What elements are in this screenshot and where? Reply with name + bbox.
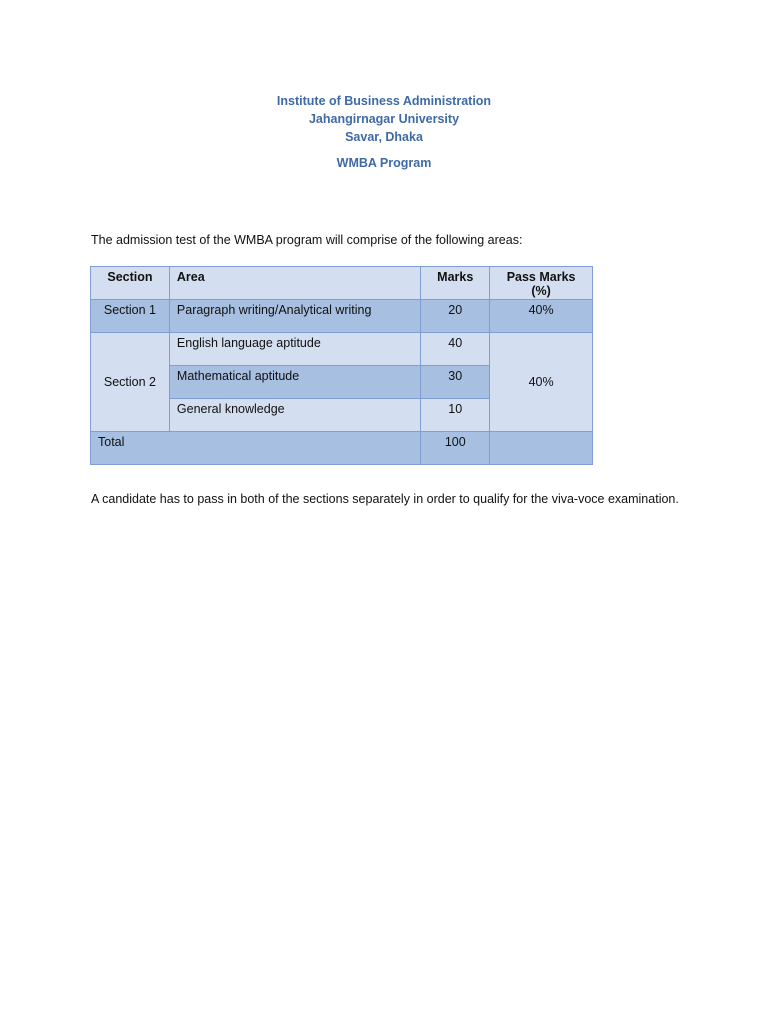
marks-cell: 20: [421, 300, 490, 333]
pass-marks-cell: 40%: [490, 333, 593, 432]
total-marks: 100: [421, 432, 490, 465]
table-header-row: [91, 267, 593, 300]
section-1-cell: Section 1: [91, 300, 170, 333]
university-name: Jahangirnagar University: [308, 112, 460, 126]
document-header: [0, 92, 768, 172]
section-2-cell: Section 2: [91, 333, 170, 432]
header-pass-marks: Pass Marks (%): [490, 267, 593, 300]
pass-marks-cell: 40%: [490, 300, 593, 333]
table-row: [91, 300, 593, 333]
total-pass-empty-cell: [490, 432, 593, 465]
institute-name: Institute of Business Administration: [276, 94, 492, 108]
header-section: Section: [91, 267, 170, 300]
admission-test-table: [90, 266, 593, 465]
marks-cell: 30: [421, 366, 490, 399]
area-cell: General knowledge: [169, 399, 420, 432]
intro-paragraph: The admission test of the WMBA program will comprise of the following areas:: [91, 233, 523, 247]
table-row: [91, 333, 593, 366]
table-total-row: [91, 432, 593, 465]
program-title: WMBA Program: [336, 156, 432, 170]
location: Savar, Dhaka: [345, 130, 423, 144]
marks-cell: 10: [421, 399, 490, 432]
area-cell: English language aptitude: [169, 333, 420, 366]
closing-paragraph: A candidate has to pass in both of the sections separately in order to qualify for the viva-voce examination.: [91, 492, 679, 506]
area-cell: Mathematical aptitude: [169, 366, 420, 399]
header-marks: Marks: [421, 267, 490, 300]
area-cell: Paragraph writing/Analytical writing: [169, 300, 420, 333]
total-label: Total: [91, 432, 421, 465]
header-area: Area: [169, 267, 420, 300]
marks-cell: 40: [421, 333, 490, 366]
